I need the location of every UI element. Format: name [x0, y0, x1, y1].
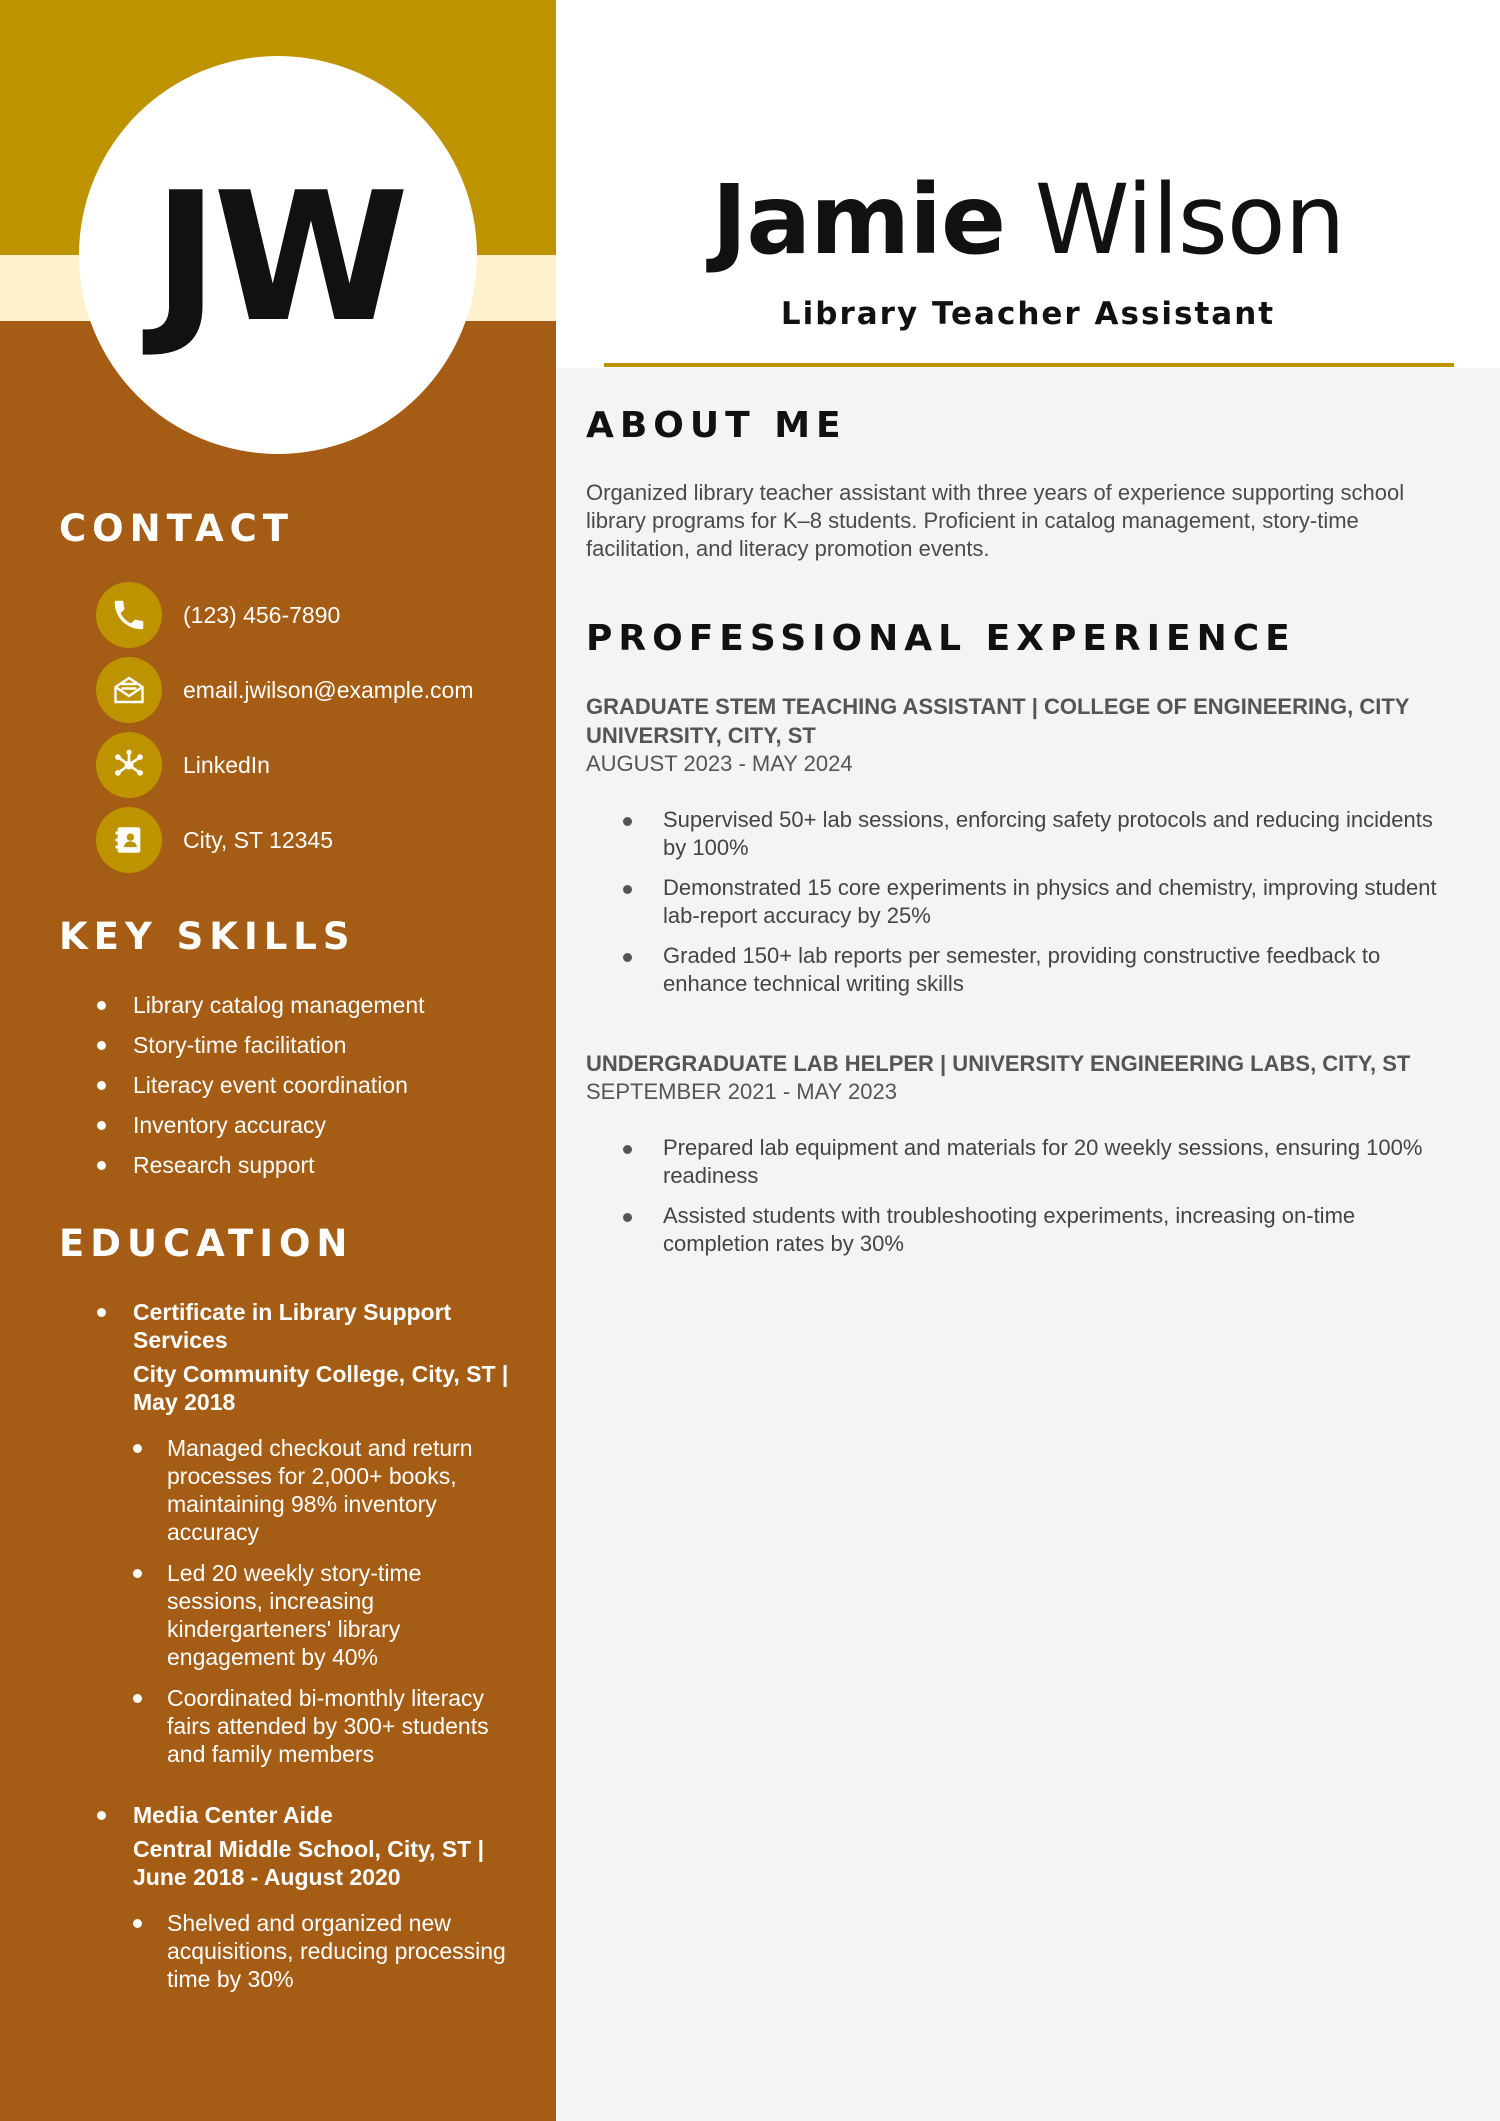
- avatar: [79, 56, 477, 454]
- phone-icon: [96, 582, 162, 648]
- contact-linkedin: [96, 732, 270, 798]
- contact-linkedin-text[interactable]: LinkedIn: [183, 751, 270, 778]
- skill-item: Literacy event coordination: [97, 1071, 527, 1111]
- job-item: Prepared lab equipment and materials for 20 weekly sessions, ensuring 100% readiness: [623, 1134, 1456, 1190]
- contact-address-text: City, ST 12345: [183, 826, 334, 853]
- job-role: GRADUATE STEM TEACHING ASSISTANT | COLLEGE OF ENGINEERING, CITY UNIVERSITY, CITY, ST: [586, 694, 1410, 748]
- education-item: Coordinated bi-monthly literacy fairs attended by 300+ students and family members: [133, 1684, 517, 1768]
- network-icon: [96, 732, 162, 798]
- education-title: Media Center Aide: [97, 1801, 517, 1829]
- avatar-initials: JW: [152, 153, 404, 361]
- job-title: Library Teacher Assistant: [780, 296, 1276, 332]
- sidebar: [0, 0, 556, 2121]
- job-item: Assisted students with troubleshooting experiments, increasing on-time completion rates by 30%: [623, 1202, 1456, 1258]
- education-entry: [97, 1801, 517, 2006]
- contact-email-text[interactable]: email.jwilson@example.com: [183, 676, 474, 703]
- experience-entry: [586, 692, 1456, 1010]
- first-name: Jamie: [711, 164, 1006, 276]
- full-name: [556, 165, 1500, 275]
- experience-entry: [586, 1049, 1456, 1270]
- education-entry: [97, 1298, 517, 1781]
- education-items: [97, 1434, 517, 1768]
- skills-list: [97, 991, 527, 1191]
- contact-email: [96, 657, 474, 723]
- education-items: [97, 1909, 517, 1993]
- job-item: Graded 150+ lab reports per semester, providing constructive feedback to enhance technical writing skills: [623, 942, 1456, 998]
- header-divider: [604, 363, 1454, 367]
- skill-item: Story-time facilitation: [97, 1031, 527, 1071]
- skill-item: Library catalog management: [97, 991, 527, 1031]
- education-subtitle: City Community College, City, ST | May 2018: [133, 1361, 509, 1415]
- education-item: Shelved and organized new acquisitions, reducing processing time by 30%: [133, 1909, 517, 1993]
- job-item: Demonstrated 15 core experiments in physics and chemistry, improving student lab-report accuracy by 25%: [623, 874, 1456, 930]
- skill-item: Research support: [97, 1151, 527, 1191]
- contact-phone: [96, 582, 340, 648]
- about-heading: ABOUT ME: [586, 405, 847, 446]
- job-items: [586, 1134, 1456, 1258]
- contact-address: [96, 807, 333, 873]
- education-heading: EDUCATION: [59, 1222, 354, 1265]
- skill-item: Inventory accuracy: [97, 1111, 527, 1151]
- job-dates: SEPTEMBER 2021 - MAY 2023: [586, 1079, 897, 1104]
- education-item: Managed checkout and return processes for 2,000+ books, maintaining 98% inventory accuracy: [133, 1434, 517, 1546]
- skills-heading: KEY SKILLS: [59, 915, 356, 958]
- job-item: Supervised 50+ lab sessions, enforcing safety protocols and reducing incidents by 100%: [623, 806, 1456, 862]
- education-title: Certificate in Library Support Services: [97, 1298, 517, 1354]
- about-text: Organized library teacher assistant with three years of experience supporting school library programs for K–8 students. Proficient in catalog management, story-time facilitation, and literacy promotion events.: [586, 480, 1405, 561]
- address-book-icon: [96, 807, 162, 873]
- education-subtitle: Central Middle School, City, ST | June 2018 - August 2020: [133, 1836, 485, 1890]
- experience-heading: PROFESSIONAL EXPERIENCE: [586, 618, 1296, 659]
- contact-phone-text[interactable]: (123) 456-7890: [183, 601, 341, 628]
- contact-heading: CONTACT: [59, 507, 294, 550]
- job-dates: AUGUST 2023 - MAY 2024: [586, 751, 853, 776]
- job-role: UNDERGRADUATE LAB HELPER | UNIVERSITY ENGINEERING LABS, CITY, ST: [586, 1051, 1411, 1076]
- education-item: Led 20 weekly story-time sessions, increasing kindergarteners' library engagement by 40%: [133, 1559, 517, 1671]
- email-icon: [96, 657, 162, 723]
- job-items: [586, 806, 1456, 998]
- last-name: Wilson: [1034, 164, 1345, 276]
